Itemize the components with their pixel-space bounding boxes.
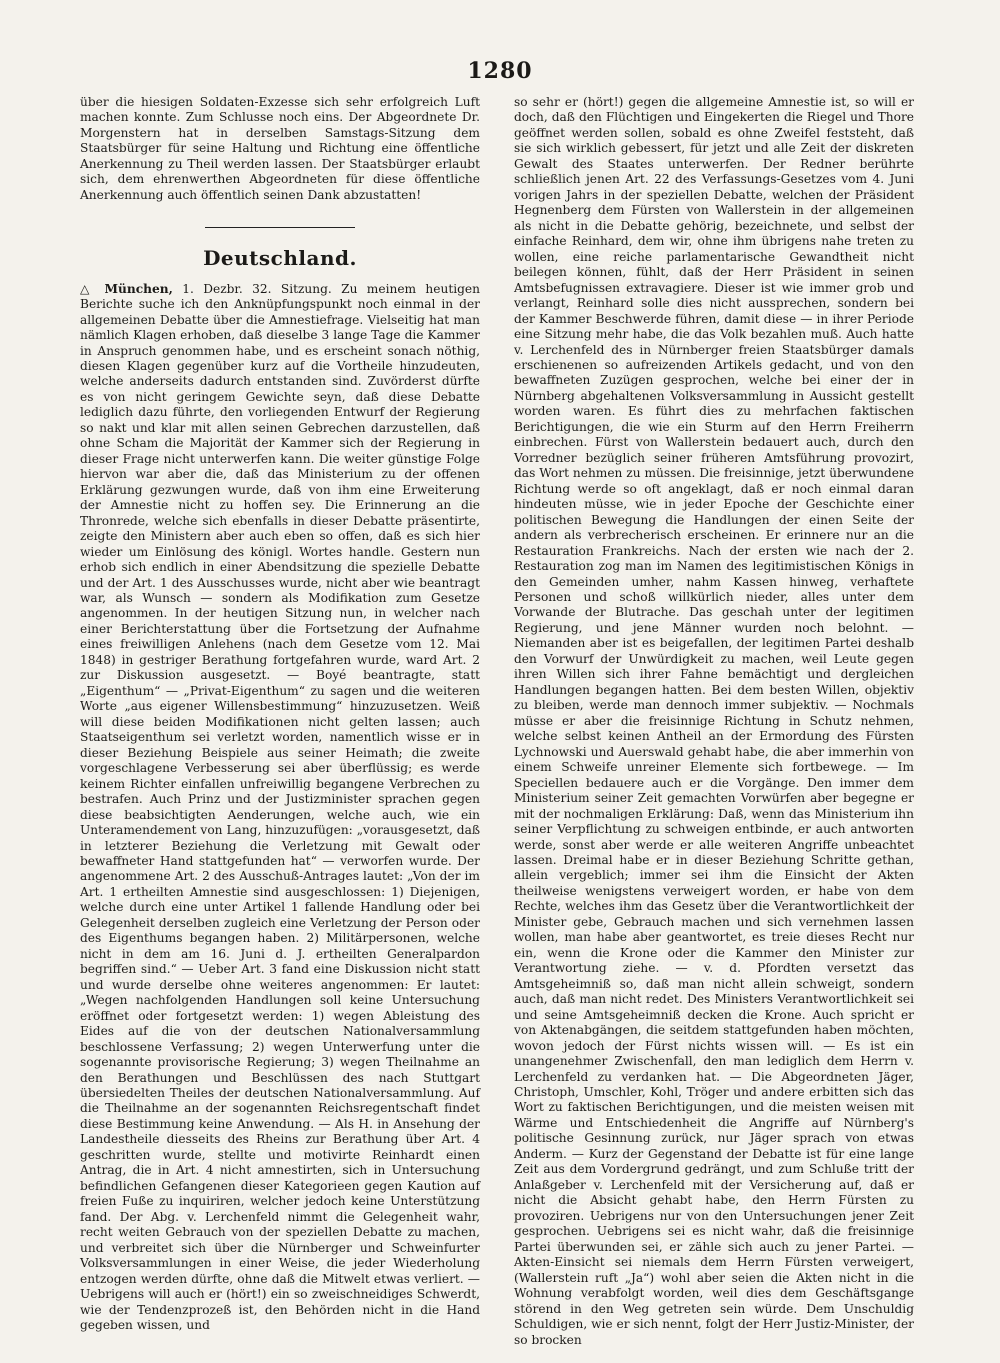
intro-paragraph: über die hiesigen Soldaten-Exzesse sich sehr erfolgreich Luft machen konnte. Zum Schlusse noch eins. Der Abgeordnete Dr. Morgenstern hat in derselben Samstags-Sitzung dem Staatsbürger für seine Haltung und Richtung eine öffentliche Anerkennung zu Theil werden lassen. Der Staatsbürger erlaubt sich, dem ehrenwerthen Abgeordneten für diese öffentliche Anerkennung auch öffentlich seinen Dank abzustatten! (80, 95, 480, 202)
report-continuation: so sehr er (hört!) gegen die allgemeine Amnestie ist, so will er doch, daß den Flüchtigen und Eingekerten die Riegel und Thore geöffnet werden sollen, sobald es ohne Zweifel feststeht, daß sie sich wirklich gebessert, für jetzt und alle Zeit der diskreten Gewalt des Staates unterwerfen. Der Redner berührte schließlich jenen Art. 22 des Verfassungs-Gesetzes vom 4. Juni vorigen Jahrs in der speziellen Debatte, welchen der Präsident Hegnenberg dem Fürsten von Wallerstein in der allgemeinen als nicht in die Debatte gehörig, bezeichnete, und selbst der einfache Reinhard, dem wir, ohne ihm übrigens nahe treten zu wollen, eine reiche parlamentarische Gewandtheit nicht beilegen können, fühlt, daß der Herr Präsident in seinen Amtsbefugnissen extravagiere. Dieser ist wie immer grob und verlangt, Reinhard solle dies nicht aussprechen, sondern bei der Kammer Beschwerde führen, damit diese — in ihrer Periode eine Sitzung mehr habe, die das Volk bezahlen muß. Auch hatte v. Lerchenfeld des in Nürnberger freien Staatsbürger damals erschienenen so aufreizenden Artikels gedacht, und von den bewaffneten Zuzügen gesprochen, welche bei einer der in Nürnberg abgehaltenen Volksversammlung in Aussicht gestellt worden waren. Es führt dies zu mehrfachen faktischen Berichtigungen, die wie ein Sturm auf den Herrn Freiherrn einbrechen. Fürst von Wallerstein bedauert auch, durch den Vorredner bezüglich seiner früheren Amtsführung provozirt, das Wort nehmen zu müssen. Die freisinnige, jetzt überwundene Richtung werde so oft angeklagt, daß er noch einmal daran hindeuten müsse, wie in jeder Epoche der Geschichte einer politischen Bewegung die Handlungen der einen Seite der andern als verbrecherisch erscheinen. Er erinnere nur an die Restauration Frankreichs. Nach der ersten wie nach der 2. Restauration zog man im Namen des legitimistischen Königs in den Gemeinden umher, nahm Kassen hinweg, verhaftete Personen und schoß willkürlich nieder, alles unter dem Vorwande der Blutrache. Das geschah unter der legitimen Regierung, und jene Männer wurden noch belohnt. — Niemanden aber ist es beigefallen, der legitimen Partei deshalb den Vorwurf der Unwürdigkeit zu machen, weil Leute gegen ihren Willen sich ihrer Fahne bemächtigt und dergleichen Handlungen begangen hatten. Bei dem besten Willen, objektiv zu bleiben, werde man dennoch immer subjektiv. — Nochmals müsse er aber die freisinnige Richtung in Schutz nehmen, welche selbst keinen Antheil an der Ermordung des Fürsten Lychnowski und Auerswald gehabt habe, die aber immerhin von einem Schweife unreiner Elemente sich fortbewege. — Im Speciellen bedauere auch er die Vorgänge. Den immer dem Ministerium seiner Zeit gemachten Vorwürfen aber begegne er mit der nochmaligen Erklärung: Daß, wenn das Ministerium ihn seiner Verpflichtung zu schweigen entbinde, er auch antworten werde, sonst aber werde er alle weiteren Angriffe unbeachtet lassen. Dreimal habe er in dieser Beziehung Schritte gethan, allein vergeblich; immer sei ihm die Einsicht der Akten theilweise wenigstens verweigert worden, er habe von dem Rechte, welches ihm das Gesetz über die Verantwortlichkeit der Minister gebe, Gebrauch machen und sich vernehmen lassen wollen, man habe aber geantwortet, es treie dieses Recht nur ein, wenn die Krone oder die Kammer den Minister zur Verantwortung ziehe. — v. d. Pfordten versetzt das Amtsgeheimniß so, daß man nicht allein schweigt, sondern auch, daß man nicht redet. Des Ministers Verantwortlichkeit sei und seine Amtsgeheimniß decken die Krone. Auch spricht er von Aktenabgängen, die seitdem stattgefunden haben möchten, wovon jedoch der Fürst nichts wissen will. — Es ist ein unangenehmer Zwischenfall, den man lediglich dem Herrn v. Lerchenfeld zu verdanken hat. — Die Abgeordneten Jäger, Christoph, Umschler, Kohl, Tröger und andere erbitten sich das Wort zu faktischen Berichtigungen, und die meisten weisen mit Wärme und Entschiedenheit die Angriffe auf Nürnberg's politische Gesinnung zurück, nur Jäger sprach von etwas Anderm. — Kurz der Gegenstand der Debatte ist für eine lange Zeit aus dem Vordergrund gedrängt, und zum Schluße tritt der Anlaßgeber v. Lerchenfeld mit der Versicherung auf, daß er nicht die Absicht gehabt habe, den Herrn Fürsten zu provoziren. Uebrigens nur von den Untersuchungen jener Zeit gesprochen. Uebrigens sei es nicht wahr, daß die freisinnige Partei überwunden sei, er zähle sich auch zu jener Partei. — Akten-Einsicht sei niemals dem Herrn Fürsten verweigert, (Wallerstein ruft „Ja“) wohl aber seien die Akten nicht in die Wohnung verabfolgt worden, weil dies dem Geschäftsgange störend in den Weg getreten sein würde. Dem Unschuldig Schuldigen, wie er sich nennt, folgt der Herr Justiz-Minister, der so brocken (514, 95, 914, 1347)
section-divider (205, 227, 355, 228)
dateline-place: △ München, (80, 281, 173, 296)
dateline-rest: 1. Dezbr. 32. Sitzung. (172, 281, 332, 296)
left-column (80, 95, 480, 1334)
report-body: Zu meinem heutigen Berichte suche ich den Anknüpfungspunkt noch einmal in der allgemeinen Debatte über die Amnestiefrage. Vielseitig hat man nämlich Klagen erhoben, daß dieselbe 3 lange Tage die Kammer in Anspruch genommen habe, und es erscheint sonach nöthig, diesen Klagen gegenüber kurz auf die Vortheile hinzudeuten, welche anderseits dadurch entstanden sind. Zuvörderst dürfte es von nicht geringem Gewichte seyn, daß diese Debatte lediglich dazu führte, den vorliegenden Entwurf der Regierung so nakt und klar mit allen seinen Gebrechen darzustellen, daß ohne Scham die Majorität der Kammer sich der Regierung in dieser Frage nicht unterwerfen kann. Die weiter günstige Folge hiervon war aber die, daß das Ministerium zu der offenen Erklärung gezwungen wurde, daß von ihm eine Erweiterung der Amnestie nicht zu hoffen sey. Die Erinnerung an die Thronrede, welche sich ebenfalls in dieser Debatte präsentirte, zeigte den Ministern aber auch eben so offen, daß es sich hier wieder um Einlösung des königl. Wortes handle. Gestern nun erhob sich endlich in einer Abendsitzung die spezielle Debatte und der Art. 1 des Ausschusses wurde, nicht aber wie beantragt war, als Wunsch — sondern als Modifikation zum Gesetze angenommen. In der heutigen Sitzung nun, in welcher nach einer Berichterstattung über die Fortsetzung der Aufnahme eines freiwilligen Anlehens (nach dem Gesetze vom 12. Mai 1848) in gestriger Berathung fortgefahren wurde, ward Art. 2 zur Diskussion ausgesetzt. — Boyé beantragte, statt „Eigenthum“ — „Privat-Eigenthum“ zu sagen und die weiteren Worte „aus eigener Willensbestimmung“ hinzuzusetzen. Weiß will diese beiden Modifikationen nicht gelten lassen; auch Staatseigenthum sei verletzt worden, namentlich wisse er in dieser Beziehung Beispiele aus seiner Heimath; die zweite vorgeschlagene Verbesserung sei aber überflüssig; es werde keinem Richter einfallen unfreiwillig begangene Verbrechen zu bestrafen. Auch Prinz und der Justizminister sprachen gegen diese beabsichtigten Aenderungen, welche auch, wie ein Unteramendement von Lang, hinzuzufügen: „vorausgesetzt, daß in letzterer Beziehung die Verletzung mit Gewalt oder bewaffneter Hand stattgefunden hat“ — verworfen wurde. Der angenommene Art. 2 des Ausschuß-Antrages lautet: „Von der im Art. 1 ertheilten Amnestie sind ausgeschlossen: 1) Diejenigen, welche durch eine unter Artikel 1 fallende Handlung oder bei Gelegenheit derselben zugleich eine Verletzung der Person oder des Eigenthums begangen haben. 2) Militärpersonen, welche nicht in dem am 16. Juni d. J. ertheilten Generalpardon begriffen sind.“ — Ueber Art. 3 fand eine Diskussion nicht statt und wurde derselbe ohne weiteres angenommen: Er lautet: „Wegen nachfolgenden Handlungen soll keine Untersuchung eröffnet oder fortgesetzt werden: 1) wegen Ableistung des Eides auf die von der deutschen Nationalversammlung beschlossene Verfassung; 2) wegen Unterwerfung unter die sogenannte provisorische Regierung; 3) wegen Theilnahme an den Berathungen und Beschlüssen des nach Stuttgart übersiedelten Theiles der deutschen Nationalversammlung. Auf die Theilnahme an der sogenannten Reichsregentschaft findet diese Bestimmung keine Anwendung. — Als H. in Ansehung der Landestheile diesseits des Rheins zur Berathung über Art. 4 geschritten wurde, stellte und motivirte Reinhardt einen Antrag, die in Art. 4 nicht amnestirten, sich in Untersuchung befindlichen Gefangenen dieser Kategorieen gegen Kaution auf freien Fuße zu inquiriren, welcher jedoch keine Unterstützung fand. Der Abg. v. Lerchenfeld nimmt die Gelegenheit wahr, recht weiten Gebrauch von der speziellen Debatte zu machen, und verbreitet sich über die Nürnberger und Schweinfurter Volksversammlungen in einer Weise, die jeder Wiederholung entzogen werden dürfte, ohne daß die Mitwelt etwas verliert. — Uebrigens will auch er (hört!) ein so zweischneidiges Schwerdt, wie der Tendenzprozeß ist, den Behörden nicht in die Hand gegeben wissen, und (80, 281, 480, 1333)
section-heading: Deutschland. (203, 246, 357, 271)
page-number: 1280 (467, 58, 533, 84)
munich-report (80, 282, 480, 1334)
right-column (514, 95, 914, 1348)
